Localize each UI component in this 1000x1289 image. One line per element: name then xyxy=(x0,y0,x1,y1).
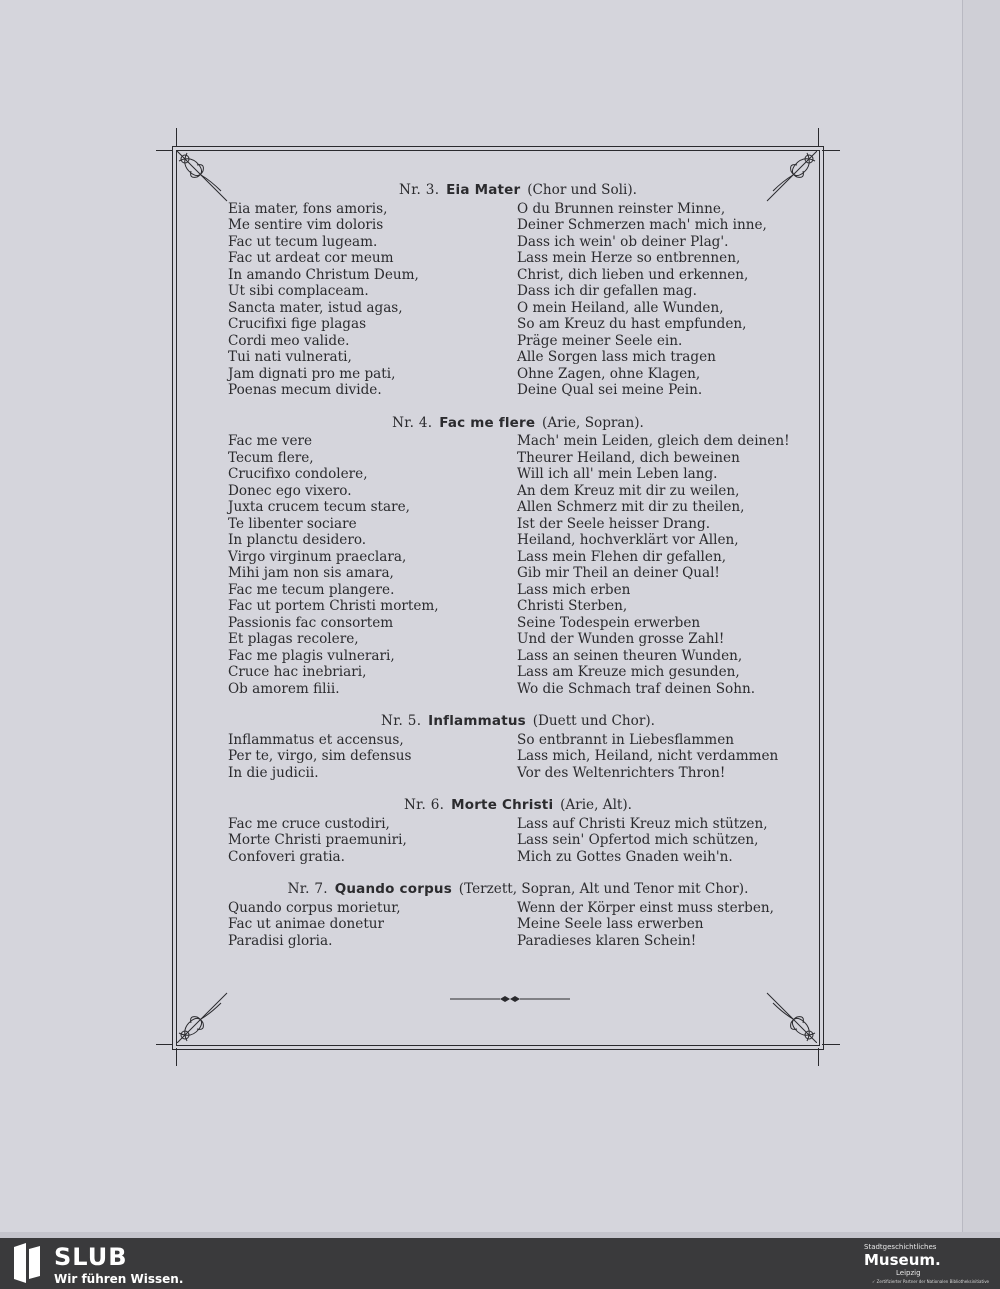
verse-line: Mihi jam non sis amara, xyxy=(228,565,394,581)
verse-line: Präge meiner Seele ein. xyxy=(517,332,683,349)
verse-line: Jam dignati pro me pati, xyxy=(228,365,396,382)
verse-line: So entbrannt in Liebesflammen xyxy=(517,731,734,748)
verse-line: Te libenter sociare xyxy=(228,515,357,532)
frame-extension xyxy=(818,128,819,146)
verse-line: Ob amorem filii. xyxy=(228,680,340,697)
verse-line: Mach' mein Leiden, gleich dem deinen! xyxy=(517,433,790,449)
verse-line: Und der Wunden grosse Zahl! xyxy=(517,631,725,647)
hymn-section xyxy=(228,182,808,399)
verse-line: Crucifixo condolere, xyxy=(228,466,368,482)
section-heading xyxy=(228,797,808,814)
section-title: Morte Christi xyxy=(451,797,554,813)
verse-line: Morte Christi praemuniri, xyxy=(228,832,407,848)
frame-extension xyxy=(176,128,177,146)
german-verses xyxy=(517,900,808,950)
section-number: Nr. 5. xyxy=(381,713,422,729)
frame-extension xyxy=(822,1044,840,1045)
german-verses xyxy=(517,433,808,697)
partner-city: Leipzig xyxy=(896,1269,921,1277)
verse-line: Will ich all' mein Leben lang. xyxy=(517,466,718,482)
verse-line: Inflammatus et accensus, xyxy=(228,731,404,748)
verse-line: Mich zu Gottes Gnaden weih'n. xyxy=(517,848,733,865)
slub-logo-icon xyxy=(12,1243,42,1283)
verse-line: Ist der Seele heisser Drang. xyxy=(517,515,711,532)
hymn-section xyxy=(228,781,808,865)
verse-line: O du Brunnen reinster Minne, xyxy=(517,200,726,217)
verse-line: Crucifixi fige plagas xyxy=(228,316,367,332)
partner-note: ✓ Zertifizierter Partner der Nationalen Bibliotheksinitiative xyxy=(872,1279,990,1284)
verse-line: Eia mater, fons amoris, xyxy=(228,200,388,217)
verse-line: Ut sibi complaceam. xyxy=(228,283,369,299)
section-heading xyxy=(228,881,808,898)
partner-label: Stadtgeschichtliches xyxy=(864,1243,937,1251)
german-verses xyxy=(517,732,808,782)
paper-fold xyxy=(962,0,1000,1238)
verse-line: Lass an seinen theuren Wunden, xyxy=(517,647,743,664)
section-heading xyxy=(228,713,808,730)
verse-line: Me sentire vim doloris xyxy=(228,217,384,233)
verse-line: Gib mir Theil an deiner Qual! xyxy=(517,565,720,581)
hymn-section xyxy=(228,399,808,698)
section-number: Nr. 4. xyxy=(392,414,433,431)
section-subtitle: (Terzett, Sopran, Alt und Tenor mit Chor). xyxy=(458,881,749,897)
verse-line: Fac ut portem Christi mortem, xyxy=(228,598,439,614)
verse-line: Dass ich wein' ob deiner Plag'. xyxy=(517,233,729,250)
verse-line: Meine Seele lass erwerben xyxy=(517,916,704,932)
verse-line: Lass mein Herze so entbrennen, xyxy=(517,250,741,266)
closing-ornament-icon xyxy=(450,993,570,1005)
frame-extension xyxy=(156,1044,172,1045)
verse-line: Fac me tecum plangere. xyxy=(228,581,395,598)
corner-ornament-icon xyxy=(765,991,817,1043)
verse-line: Paradieses klaren Schein! xyxy=(517,932,697,949)
section-title: Eia Mater xyxy=(446,182,521,198)
verse-line: Dass ich dir gefallen mag. xyxy=(517,283,697,299)
verse-line: In planctu desidero. xyxy=(228,532,367,548)
verse-line: Seine Todespein erwerben xyxy=(517,614,701,631)
section-number: Nr. 7. xyxy=(287,881,328,897)
verse-line: Fac ut tecum lugeam. xyxy=(228,233,378,250)
verse-line: Fac ut ardeat cor meum xyxy=(228,250,394,266)
german-verses xyxy=(517,201,808,399)
verse-line: An dem Kreuz mit dir zu weilen, xyxy=(517,482,740,499)
verse-line: Fac me cruce custodiri, xyxy=(228,815,390,832)
section-subtitle: (Arie, Alt). xyxy=(560,797,632,813)
verse-line: Fac ut animae donetur xyxy=(228,916,385,932)
verse-line: In die judicii. xyxy=(228,764,319,781)
section-title: Fac me flere xyxy=(439,414,536,431)
verse-line: Lass sein' Opfertod mich schützen, xyxy=(517,832,759,848)
section-subtitle: (Duett und Chor). xyxy=(532,713,655,729)
section-heading xyxy=(228,182,808,199)
latin-verses xyxy=(228,732,517,782)
section-heading xyxy=(228,415,808,432)
verse-line: Christ, dich lieben und erkennen, xyxy=(517,266,749,283)
verse-line: Wo die Schmach traf deinen Sohn. xyxy=(517,680,756,697)
verse-line: Cordi meo valide. xyxy=(228,332,350,349)
slub-tagline: Wir führen Wissen. xyxy=(54,1272,184,1286)
corner-ornament-icon xyxy=(177,151,229,203)
verse-line: Christi Sterben, xyxy=(517,598,628,614)
verse-line: Lass auf Christi Kreuz mich stützen, xyxy=(517,815,768,832)
frame-extension xyxy=(176,1048,177,1066)
frame-extension xyxy=(818,1048,819,1066)
verse-line: Quando corpus morietur, xyxy=(228,899,401,916)
verse-line: Poenas mecum divide. xyxy=(228,382,382,398)
verse-line: Fac me vere xyxy=(228,433,313,449)
slub-brand[interactable]: SLUB xyxy=(54,1243,128,1271)
verse-line: Virgo virginum praeclara, xyxy=(228,548,407,565)
frame-extension xyxy=(822,150,840,151)
corner-ornament-icon xyxy=(177,991,229,1043)
german-verses xyxy=(517,816,808,866)
verse-line: O mein Heiland, alle Wunden, xyxy=(517,299,724,316)
section-subtitle: (Chor und Soli). xyxy=(527,182,637,198)
section-subtitle: (Arie, Sopran). xyxy=(542,414,644,431)
verse-line: Deine Qual sei meine Pein. xyxy=(517,382,703,398)
hymn-section xyxy=(228,865,808,949)
verse-line: Donec ego vixero. xyxy=(228,482,352,499)
frame-extension xyxy=(156,150,172,151)
verse-line: Juxta crucem tecum stare, xyxy=(228,499,410,515)
verse-line: Lass mein Flehen dir gefallen, xyxy=(517,548,727,565)
verse-line: Passionis fac consortem xyxy=(228,614,394,631)
verse-line: Paradisi gloria. xyxy=(228,932,333,949)
verse-line: Lass am Kreuze mich gesunden, xyxy=(517,664,740,680)
verse-line: Fac me plagis vulnerari, xyxy=(228,647,395,664)
verse-line: Tecum flere, xyxy=(228,449,314,466)
verse-line: Cruce hac inebriari, xyxy=(228,664,367,680)
verse-line: Per te, virgo, sim defensus xyxy=(228,748,412,764)
section-title: Inflammatus xyxy=(428,713,526,729)
verse-line: Theurer Heiland, dich beweinen xyxy=(517,449,740,466)
hymn-section xyxy=(228,697,808,781)
verse-line: Deiner Schmerzen mach' mich inne, xyxy=(517,217,767,233)
latin-verses xyxy=(228,201,517,399)
section-number: Nr. 3. xyxy=(399,182,440,198)
verse-line: Lass mich, Heiland, nicht verdammen xyxy=(517,748,779,764)
latin-verses xyxy=(228,433,517,697)
verse-line: Ohne Zagen, ohne Klagen, xyxy=(517,365,701,382)
verse-line: So am Kreuz du hast empfunden, xyxy=(517,316,747,332)
verse-line: Wenn der Körper einst muss sterben, xyxy=(517,899,774,916)
latin-verses xyxy=(228,900,517,950)
verse-line: Heiland, hochverklärt vor Allen, xyxy=(517,532,739,548)
verse-line: Lass mich erben xyxy=(517,581,631,598)
verse-line: Sancta mater, istud agas, xyxy=(228,299,403,316)
verse-line: Confoveri gratia. xyxy=(228,848,345,865)
verse-line: Et plagas recolere, xyxy=(228,631,359,647)
partner-name[interactable]: Museum. xyxy=(864,1251,941,1269)
section-number: Nr. 6. xyxy=(403,797,445,813)
verse-line: Vor des Weltenrichters Thron! xyxy=(517,764,726,781)
verse-line: Allen Schmerz mit dir zu theilen, xyxy=(517,499,745,515)
section-title: Quando corpus xyxy=(334,881,452,897)
verse-line: In amando Christum Deum, xyxy=(228,266,419,283)
hymn-text xyxy=(228,182,808,949)
verse-line: Tui nati vulnerati, xyxy=(228,349,352,365)
verse-line: Alle Sorgen lass mich tragen xyxy=(517,349,716,365)
latin-verses xyxy=(228,816,517,866)
